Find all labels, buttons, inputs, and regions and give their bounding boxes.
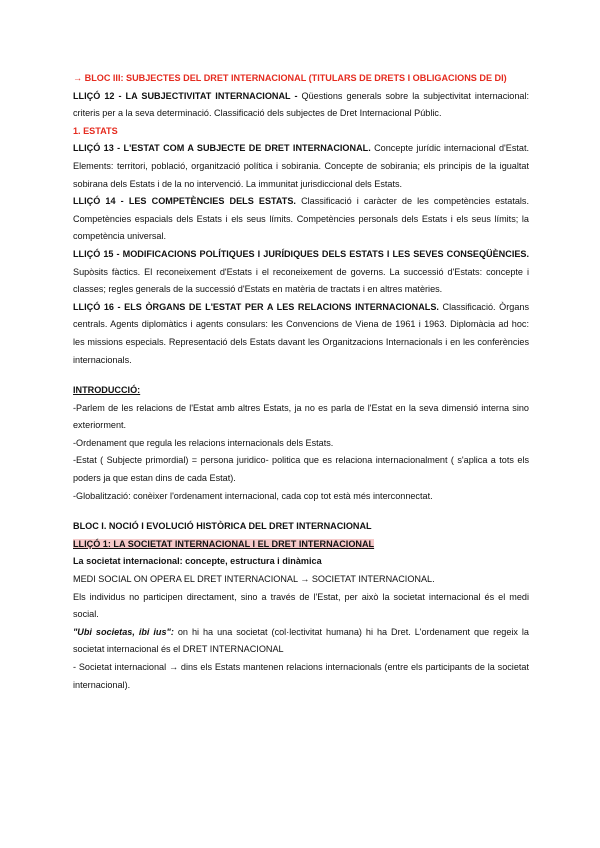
bloc3-heading: → BLOC III: SUBJECTES DEL DRET INTERNACIONAL (TITULARS DE DRETS I OBLIGACIONS DE DI) xyxy=(73,73,507,83)
lesson-12 xyxy=(73,88,529,123)
lesson-1-heading-text: LLIÇÓ 1: LA SOCIETAT INTERNACIONAL I EL DRET INTERNACIONAL xyxy=(73,538,375,549)
lesson-1-heading xyxy=(73,536,529,554)
lesson-16-text: Classificació. Òrgans centrals. Agents diplomàtics i agents consulars: les Convencions de Viena de 1961 i 1963. Diplomàcia ad hoc: les missions especials. Representació dels Estats davant les Organitzacions Internacionals i en les conferències internacionals. xyxy=(73,301,529,365)
lesson-14-title: LLIÇÓ 14 - LES COMPETÈNCIES DELS ESTATS. xyxy=(73,196,296,207)
document-page xyxy=(73,70,529,694)
lesson-13 xyxy=(73,140,529,193)
ubi-text: on hi ha una societat (col·lectivitat humana) hi ha Dret. L'ordenament que regeix la societat internacional és el DRET INTERNACIONAL xyxy=(73,626,529,655)
lesson-15-text: Supòsits fàctics. El reconeixement d'Estats i el reconeixement de governs. La successió d'Estats: concepte i classes; regles generals de la successió d'Estats en matèria de tractats i en altres matèries. xyxy=(73,266,529,295)
lesson-13-title: LLIÇÓ 13 - L'ESTAT COM A SUBJECTE DE DRET INTERNACIONAL. xyxy=(73,143,371,154)
intro-item: -Globalització: conèixer l'ordenament internacional, cada cop tot està més interconnectat. xyxy=(73,490,433,501)
last-paragraph: - Societat internacional → dins els Estats mantenen relacions internacionals (entre els participants de la societat internacional). xyxy=(73,662,529,690)
ubi-paragraph xyxy=(73,624,529,659)
lesson-14 xyxy=(73,193,529,246)
section-estats: 1. ESTATS xyxy=(73,125,118,136)
subheading: La societat internacional: concepte, estructura i dinàmica xyxy=(73,556,322,567)
lesson-16 xyxy=(73,299,529,369)
intro-heading: INTRODUCCIÓ: xyxy=(73,385,141,396)
intro-item: -Parlem de les relacions de l'Estat amb altres Estats, ja no es parla de l'Estat en la seva dimensió interna sino exteriorment. xyxy=(73,402,529,431)
lesson-14-text: Classificació i caràcter de les competències estatals. Competències espacials dels Estats i els seus límits. Competències personals dels Estats i els seus límits; la competència universal. xyxy=(73,196,530,242)
ubi-quote: "Ubi societas, ibi ius": xyxy=(73,626,174,637)
lesson-16-title: LLIÇÓ 16 - ELS ÒRGANS DE L'ESTAT PER A LES RELACIONS INTERNACIONALS. xyxy=(73,301,439,312)
intro-item: -Ordenament que regula les relacions internacionals dels Estats. xyxy=(73,437,334,448)
individus-paragraph: Els individus no participen directament, sino a través de l'Estat, per això la societat internacional és el medi social. xyxy=(73,591,529,620)
intro-item: -Estat ( Subjecte primordial) = persona juridico- politica que es relaciona internacionalment ( s'aplica a tots els poders ja que estan dins de cada Estat). xyxy=(73,455,529,484)
lesson-15-title: LLIÇÓ 15 - MODIFICACIONS POLÍTIQUES I JURÍDIQUES DELS ESTATS I LES SEVES CONSEQÜÈNCIES. xyxy=(73,248,529,259)
lesson-12-title: LLIÇÓ 12 - LA SUBJECTIVITAT INTERNACIONAL - xyxy=(73,90,298,101)
medi-paragraph: MEDI SOCIAL ON OPERA EL DRET INTERNACIONAL → SOCIETAT INTERNACIONAL. xyxy=(73,574,435,585)
bloc1-heading: BLOC I. NOCIÓ I EVOLUCIÓ HISTÒRICA DEL DRET INTERNACIONAL xyxy=(73,521,372,532)
lesson-13-text: Concepte jurídic internacional d'Estat. Elements: territori, població, organització política i sobirania. Concepte de sobirania; els principis de la igualtat sobirana dels Estats i de la no intervenció. La immunitat jurisdiccional dels Estats. xyxy=(73,143,530,189)
lesson-15 xyxy=(73,246,529,299)
lesson-12-text: Qüestions generals sobre la subjectivitat internacional: criteris per a la seva determinació. Classificació dels subjectes de Dret Internacional Públic. xyxy=(73,90,529,119)
